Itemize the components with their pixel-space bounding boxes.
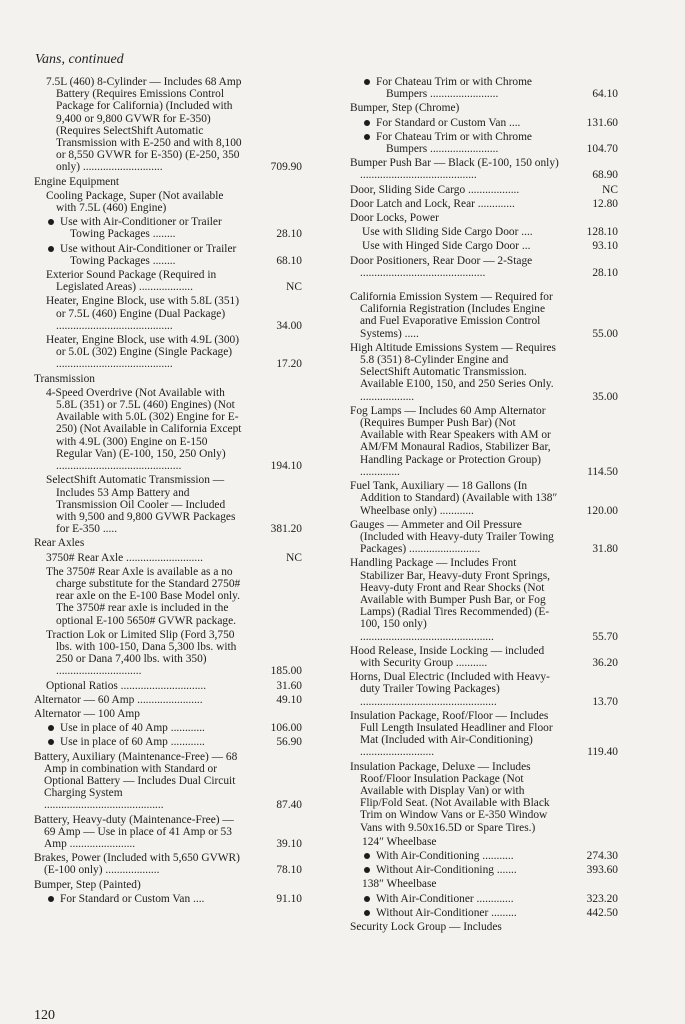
list-item: Use with Sliding Side Cargo Door .... 128.10 bbox=[362, 226, 618, 239]
bullet-icon bbox=[364, 867, 370, 873]
list-item: Handling Package — Includes Front Stabilizer Bar, Heavy-duty Front Springs, Heavy-duty Front and Rear Shocks (Not Available with Bumper Push Bar, or Fog Lamps) (Radial Tires Recommended) (E-100, 150 only) ............................................... 55.70 bbox=[350, 557, 618, 643]
list-item: For Standard or Custom Van .... 91.10 bbox=[34, 893, 302, 905]
category-heading: Rear Axles bbox=[34, 537, 85, 550]
list-item: Bumper Push Bar — Black (E-100, 150 only) ......................................... 68.90 bbox=[350, 157, 618, 182]
list-item: Optional Ratios .............................. 31.60 bbox=[46, 679, 302, 692]
list-item: Cooling Package, Super (Not available with 7.5L (460) Engine) bbox=[46, 189, 224, 215]
list-item: Battery, Heavy-duty (Maintenance-Free) — 69 Amp — Use in place of 41 Amp or 53 Amp ....................... 39.10 bbox=[34, 813, 302, 850]
bullet-icon bbox=[48, 219, 54, 225]
list-item: Door, Sliding Side Cargo .................. NC bbox=[350, 183, 618, 196]
list-item: Horns, Dual Electric (Included with Heavy-duty Trailer Towing Packages) ................................................ 13.70 bbox=[350, 671, 618, 708]
bullet-icon bbox=[48, 896, 54, 902]
list-item: Door Positioners, Rear Door — 2-Stage ............................................ 28.10 bbox=[350, 254, 618, 279]
left-column bbox=[34, 76, 302, 907]
list-item: Battery, Auxiliary (Maintenance-Free) — 68 Amp in combination with Standard or Optional Battery — Includes Dual Circuit Charging System .......................................... 87.40 bbox=[34, 750, 302, 812]
bullet-icon bbox=[364, 853, 370, 859]
list-item: Traction Lok or Limited Slip (Ford 3,750 lbs. with 100-150, Dana 5,300 lbs. with 250 or Dana 7,400 lbs. with 350) .............................. 185.00 bbox=[46, 628, 302, 678]
bullet-icon bbox=[364, 79, 370, 85]
list-item: Use in place of 60 Amp ............ 56.90 bbox=[34, 736, 302, 748]
category-heading: Bumper, Step (Chrome) bbox=[350, 102, 460, 115]
list-item: For Standard or Custom Van .... 131.60 bbox=[350, 117, 618, 129]
bullet-icon bbox=[364, 134, 370, 140]
list-item: Brakes, Power (Included with 5,650 GVWR) (E-100 only) ................... 78.10 bbox=[34, 852, 302, 877]
section-heading: Vans, continued bbox=[35, 52, 124, 67]
bullet-icon bbox=[364, 120, 370, 126]
bullet-icon bbox=[48, 725, 54, 731]
list-item: Fog Lamps — Includes 60 Amp Alternator (Requires Bumper Push Bar) (Not Available with Rear Speakers with AM or AM/FM Monaural Radios, Stabilizer Bar, Handling Package or Protection Group) .............. 114.50 bbox=[350, 404, 618, 478]
category-heading: Bumper, Step (Painted) bbox=[34, 878, 141, 891]
list-item: For Chateau Trim or with Chrome Bumpers ........................ 64.10 bbox=[350, 76, 618, 100]
bullet-icon bbox=[48, 246, 54, 252]
bullet-icon bbox=[364, 896, 370, 902]
spacer bbox=[350, 281, 618, 291]
list-item: Security Lock Group — Includes bbox=[350, 921, 502, 933]
page-number: 120 bbox=[34, 1008, 55, 1023]
list-item: Exterior Sound Package (Required in Legislated Areas) ................... NC bbox=[46, 269, 302, 294]
list-item: Fuel Tank, Auxiliary — 18 Gallons (In Addition to Standard) (Available with 138″ Wheelbase only) ............ 120.00 bbox=[350, 480, 618, 517]
list-item: Use with Hinged Side Cargo Door ... 93.10 bbox=[362, 240, 618, 253]
list-item: 4-Speed Overdrive (Not Available with 5.8L (351) or 7.5L (460) Engines) (Not Available with 5.0L (302) Engine for E-250) (Not Available in California Except with 4.9L (300) Engine on E-150 Regular Van) (E-100, 150, 250 Only) ............................................ 194.10 bbox=[46, 386, 302, 473]
list-item: Heater, Engine Block, use with 5.8L (351) or 7.5L (460) Engine (Dual Package) ......................................... 34.00 bbox=[46, 295, 302, 332]
right-column bbox=[350, 76, 618, 935]
list-item: Door Latch and Lock, Rear ............. 12.80 bbox=[350, 197, 618, 210]
list-item: Heater, Engine Block, use with 4.9L (300) or 5.0L (302) Engine (Single Package) ......................................... 17.20 bbox=[46, 334, 302, 371]
note-text: The 3750# Rear Axle is available as a no charge substitute for the Standard 2750# rear axle on the E-100 Base Model only. The 3750# rear axle is included in the optional E-100 5650# GVWR package. bbox=[46, 565, 241, 627]
list-item: Gauges — Ammeter and Oil Pressure (Included with Heavy-duty Trailer Towing Packages) ......................... 31.80 bbox=[350, 518, 618, 556]
list-item: For Chateau Trim or with Chrome Bumpers ........................ 104.70 bbox=[350, 131, 618, 155]
category-heading: Transmission bbox=[34, 372, 95, 385]
bullet-icon bbox=[364, 910, 370, 916]
list-item: Insulation Package, Deluxe — Includes Roof/Floor Insulation Package (Not Available with Display Van) or with Flip/Fold Seat. (Not Available with Black Trim on Window Vans or E-350 Window Vans with 9.50x16.5D or Spare Tires.) bbox=[350, 760, 550, 834]
bullet-icon bbox=[48, 739, 54, 745]
list-item: Alternator — 60 Amp ....................... 49.10 bbox=[34, 693, 302, 706]
list-item: 7.5L (460) 8-Cylinder — Includes 68 Amp Battery (Requires Emissions Control Package for California) (Included with 9,400 or 9,800 GVWR for E-350) (Requires SelectShift Automatic Transmission with E-250 and with 8,100 or 8,550 GVWR for E-350) (E-250, 350 only) ............................ 709.90 bbox=[46, 76, 302, 174]
list-item: Use with Air-Conditioner or Trailer Towing Packages ........ 28.10 bbox=[34, 216, 302, 240]
sub-heading: 138″ Wheelbase bbox=[362, 878, 437, 891]
category-heading: Engine Equipment bbox=[34, 175, 120, 188]
sub-heading: 124″ Wheelbase bbox=[362, 835, 437, 848]
list-item: 3750# Rear Axle ........................... NC bbox=[46, 551, 302, 564]
list-item: California Emission System — Required for California Registration (Includes Engine and Fuel Evaporative Emission Control Systems) ..... 55.00 bbox=[350, 291, 618, 340]
list-item: Use without Air-Conditioner or Trailer Towing Packages ........ 68.10 bbox=[34, 243, 302, 267]
list-item: With Air-Conditioning ........... 274.30 bbox=[350, 850, 618, 862]
list-item: SelectShift Automatic Transmission — Includes 53 Amp Battery and Transmission Oil Cooler — Included with 9,500 and 9,800 GVWR Packages for E-350 ..... 381.20 bbox=[46, 474, 302, 536]
list-item: With Air-Conditioner ............. 323.20 bbox=[350, 893, 618, 905]
category-heading: Alternator — 100 Amp bbox=[34, 707, 140, 720]
category-heading: Door Locks, Power bbox=[350, 212, 439, 225]
list-item: High Altitude Emissions System — Requires 5.8 (351) 8-Cylinder Engine and SelectShift Automatic Transmission. Available E100, 150, and 250 Series Only. ................... 35.00 bbox=[350, 341, 618, 403]
list-item: Without Air-Conditioning ....... 393.60 bbox=[350, 864, 618, 876]
list-item: Use in place of 40 Amp ............ 106.00 bbox=[34, 722, 302, 734]
list-item: Without Air-Conditioner ......... 442.50 bbox=[350, 907, 618, 919]
list-item: Insulation Package, Roof/Floor — Includes Full Length Insulated Headliner and Floor Mat (Included with Air-Conditioning) .......................... 119.40 bbox=[350, 709, 618, 759]
list-item: Hood Release, Inside Locking — included with Security Group ........... 36.20 bbox=[350, 644, 618, 669]
